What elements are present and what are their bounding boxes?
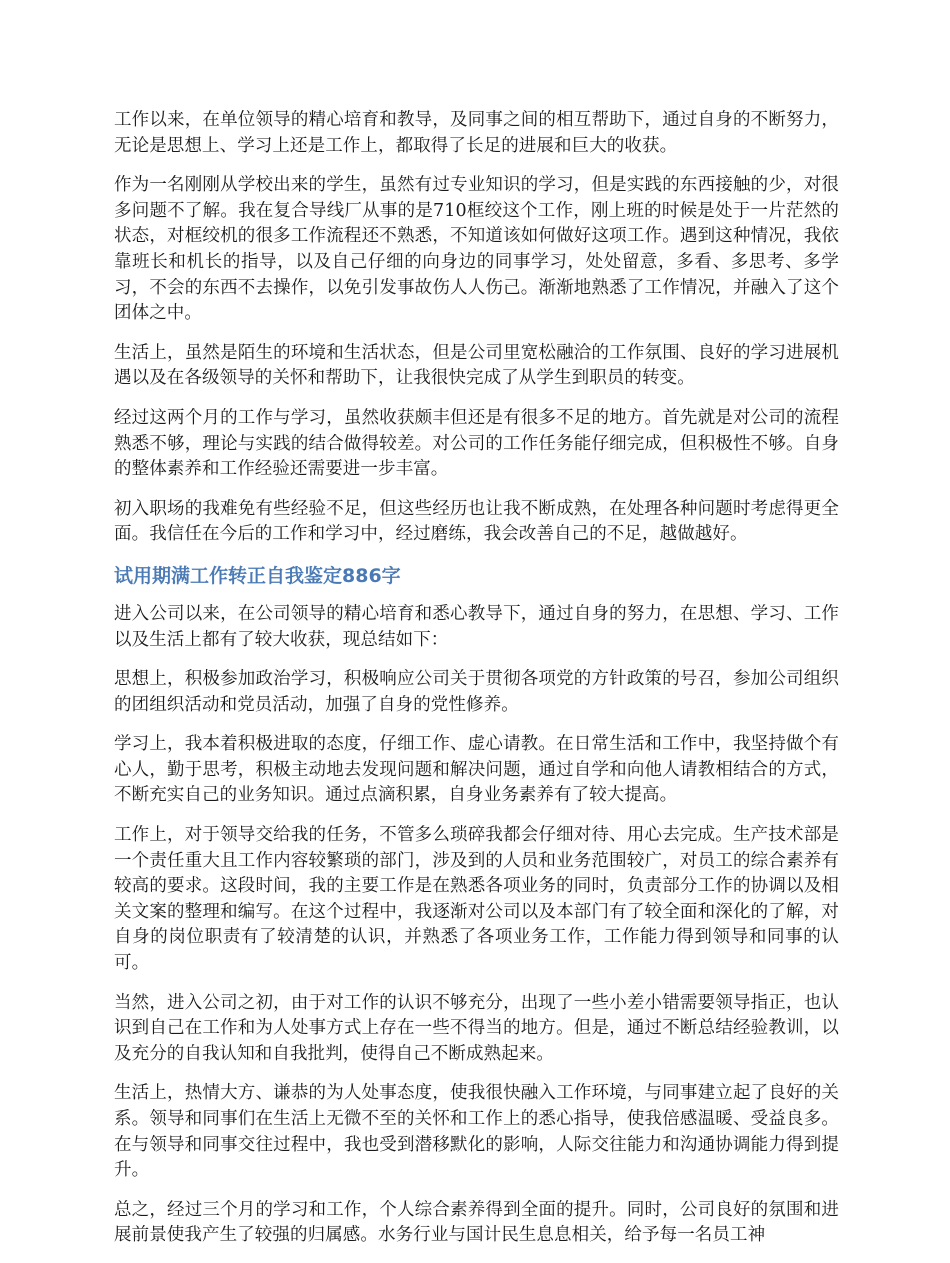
section-heading: 试用期满工作转正自我鉴定886字 <box>114 564 401 587</box>
section-paragraph-2: 思想上，积极参加政治学习，积极响应公司关于贯彻各项党的方针政策的号召，参加公司组织的团组织活动和党员活动，加强了自身的党性修养。 <box>114 669 839 715</box>
document-page <box>114 108 839 1263</box>
section-paragraph-1: 进入公司以来，在公司领导的精心培育和悉心教导下，通过自身的努力，在思想、学习、工作以及生活上都有了较大收获，现总结如下： <box>114 603 839 650</box>
section-paragraph-6: 生活上，热情大方、谦恭的为人处事态度，使我很快融入工作环境，与同事建立起了良好的关系。领导和同事们在生活上无微不至的关怀和工作上的悉心指导，使我倍感温暖、受益良多。在与领导和同事交往过程中，我也受到潜移默化的影响，人际交往能力和沟通协调能力得到提升。 <box>114 1083 839 1181</box>
section-paragraph-5: 当然，进入公司之初，由于对工作的认识不够充分，出现了一些小差小错需要领导指正，也认识到自己在工作和为人处事方式上存在一些不得当的地方。但是，通过不断总结经验教训，以及充分的自我认知和自我批判，使得自己不断成熟起来。 <box>114 992 839 1064</box>
intro-paragraph-4: 经过这两个月的工作与学习，虽然收获颇丰但还是有很多不足的地方。首先就是对公司的流程熟悉不够，理论与实践的结合做得较差。对公司的工作任务能仔细完成，但积极性不够。自身的整体素养和工作经验还需要进一步丰富。 <box>114 407 839 480</box>
section-paragraph-4: 工作上，对于领导交给我的任务，不管多么琐碎我都会仔细对待、用心去完成。生产技术部是一个责任重大且工作内容较繁琐的部门，涉及到的人员和业务范围较广，对员工的综合素养有较高的要求。这段时间，我的主要工作是在熟悉各项业务的同时，负责部分工作的协调以及相关文案的整理和编写。在这个过程中，我逐渐对公司以及本部门有了较全面和深化的了解，对自身的岗位职责有了较清楚的认识，并熟悉了各项业务工作，工作能力得到领导和同事的认可。 <box>114 825 839 974</box>
intro-paragraph-2: 作为一名刚刚从学校出来的学生，虽然有过专业知识的学习，但是实践的东西接触的少，对很多问题不了解。我在复合导线厂从事的是710框绞这个工作，刚上班的时候是处于一片茫然的状态，对框绞机的很多工作流程还不熟悉，不知道该如何做好这项工作。遇到这种情况，我依靠班长和机长的指导，以及自己仔细的向身边的同事学习，处处留意，多看、多思考、多学习，不会的东西不去操作，以免引发事故伤人人伤己。渐渐地熟悉了工作情况，并融入了这个团体之中。 <box>114 175 839 324</box>
intro-paragraph-1: 工作以来，在单位领导的精心培育和教导，及同事之间的相互帮助下，通过自身的不断努力，无论是思想上、学习上还是工作上，都取得了长足的进展和巨大的收获。 <box>114 110 839 156</box>
intro-paragraph-3: 生活上，虽然是陌生的环境和生活状态，但是公司里宽松融洽的工作氛围、良好的学习进展机遇以及在各级领导的关怀和帮助下，让我很快完成了从学生到职员的转变。 <box>114 342 839 389</box>
intro-paragraph-5: 初入职场的我难免有些经验不足，但这些经历也让我不断成熟，在处理各种问题时考虑得更全面。我信任在今后的工作和学习中，经过磨练，我会改善自己的不足，越做越好。 <box>114 498 839 545</box>
section-paragraph-3: 学习上，我本着积极进取的态度，仔细工作、虚心请教。在日常生活和工作中，我坚持做个有心人，勤于思考，积极主动地去发现问题和解决问题，通过自学和向他人请教相结合的方式，不断充实自己的业务知识。通过点滴积累，自身业务素养有了较大提高。 <box>114 734 839 806</box>
section-paragraph-7: 总之，经过三个月的学习和工作，个人综合素养得到全面的提升。同时，公司良好的氛围和进展前景使我产生了较强的归属感。水务行业与国计民生息息相关，给予每一名员工神 <box>114 1199 839 1246</box>
